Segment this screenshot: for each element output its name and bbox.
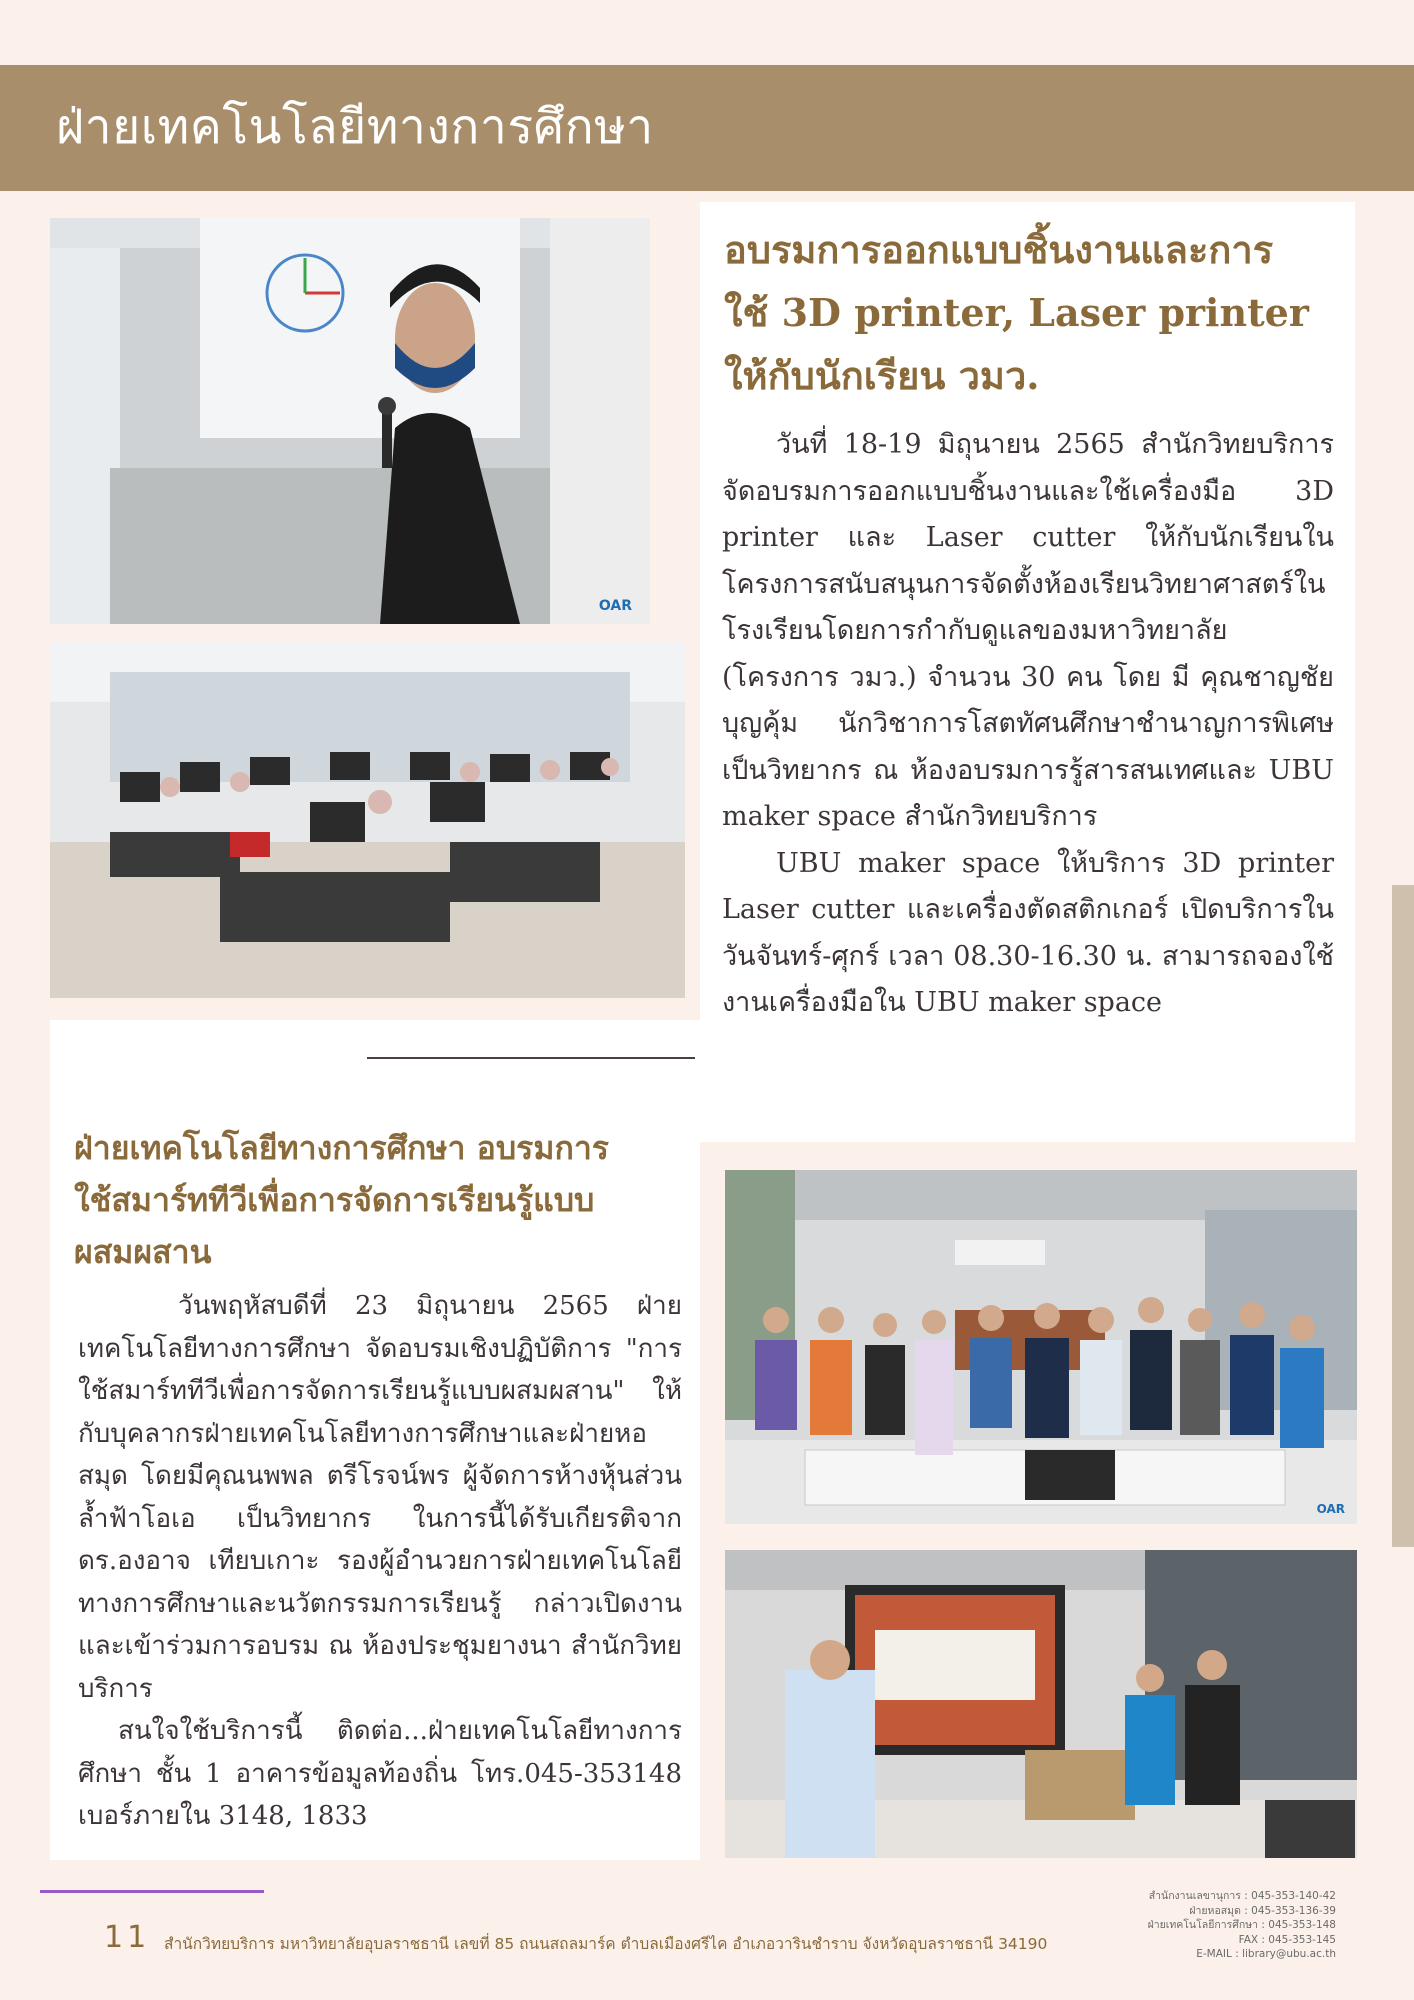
oar-logo-icon: OAR — [1316, 1502, 1345, 1516]
footer-accent-line — [40, 1890, 264, 1893]
photo-group — [725, 1170, 1357, 1524]
contact-line: E-MAIL : library@ubu.ac.th — [1196, 1948, 1336, 1960]
article-3d-printer-headline — [724, 218, 1324, 407]
contact-line: สำนักงานเลขานุการ : 045-353-140-42 — [1148, 1890, 1336, 1902]
article-smart-tv-headline — [74, 1122, 684, 1278]
article-3d-printer-card — [700, 202, 1355, 1142]
article-paragraph: สนใจใช้บริการนี้ ติดต่อ...ฝ่ายเทคโนโลยีทางการศึกษา ชั้น 1 อาคารข้อมูลท้องถิ่น โทร.045-353148 เบอร์ภายใน 3148, 1833 — [78, 1716, 682, 1831]
side-tab-decoration — [1392, 885, 1414, 1547]
photo-smart-tv — [725, 1550, 1357, 1858]
headline-line: อบรมการออกแบบชิ้นงานและการ — [724, 227, 1274, 272]
headline-line: ผสมผสาน — [74, 1233, 212, 1271]
headline-line: ฝ่ายเทคโนโลยีทางการศึกษา อบรมการ — [74, 1129, 609, 1167]
footer-address: สำนักวิทยบริการ มหาวิทยาลัยอุบลราชธานี เลขที่ 85 ถนนสถลมาร์ค ตำบลเมืองศรีไค อำเภอวารินชำราบ จังหวัดอุบลราชธานี 34190 — [164, 1935, 1048, 1953]
divider-line — [367, 1057, 695, 1059]
headline-line: ให้กับนักเรียน วมว. — [724, 353, 1040, 398]
photo-classroom — [50, 642, 685, 998]
contact-line: ฝ่ายหอสมุด : 045-353-136-39 — [1189, 1904, 1336, 1917]
headline-line: ใช้สมาร์ททีวีเพื่อการจัดการเรียนรู้แบบ — [74, 1181, 595, 1219]
oar-logo-icon: OAR — [598, 598, 632, 614]
photo-speaker — [50, 218, 650, 624]
section-header-band — [0, 65, 1414, 191]
article-paragraph: วันพฤหัสบดีที่ 23 มิถุนายน 2565 ฝ่ายเทคโนโลยีทางการศึกษา จัดอบรมเชิงปฏิบัติการ "การใช้สมาร์ททีวีเพื่อการจัดการเรียนรู้แบบผสมผสาน" ให้กับบุคลากรฝ่ายเทคโนโลยีทางการศึกษาและฝ่ายหอสมุด โดยมีคุณนพพล ตรีโรจน์พร ผู้จัดการห้างหุ้นส่วน ล้ำฟ้าโอเอ เป็นวิทยากร ในการนี้ได้รับเกียรติจาก ดร.องอาจ เทียบเกาะ รองผู้อำนวยการฝ่ายเทคโนโลยีทางการศึกษาและนวัตกรรมการเรียนรู้ กล่าวเปิดงานและเข้าร่วมการอบรม ณ ห้องประชุมยางนา สำนักวิทยบริการ — [78, 1291, 682, 1704]
contact-line: ฝ่ายเทคโนโลยีการศึกษา : 045-353-148 — [1147, 1919, 1336, 1931]
article-paragraph: UBU maker space ให้บริการ 3D printer Laser cutter และเครื่องตัดสติกเกอร์ เปิดบริการในวันจันทร์-ศุกร์ เวลา 08.30-16.30 น. สามารถจองใช้งานเครื่องมือใน UBU maker space — [722, 847, 1334, 1018]
headline-line: ใช้ 3D printer, Laser printer — [724, 290, 1309, 335]
article-3d-printer-body — [722, 422, 1334, 1027]
contact-line: FAX : 045-353-145 — [1238, 1933, 1336, 1946]
section-title: ฝ่ายเทคโนโลยีทางการศึกษา — [56, 99, 654, 155]
article-smart-tv-card — [50, 1020, 700, 1860]
article-paragraph: วันที่ 18-19 มิถุนายน 2565 สำนักวิทยบริการ จัดอบรมการออกแบบชิ้นงานและใช้เครื่องมือ 3D printer และ Laser cutter ให้กับนักเรียนในโครงการสนับสนุนการจัดตั้งห้องเรียนวิทยาศาสตร์ในโรงเรียนโดยการกำกับดูแลของมหาวิทยาลัย (โครงการ วมว.) จำนวน 30 คน โดย มี คุณชาญชัย บุญคุ้ม นักวิชาการโสตทัศนศึกษาชำนาญการพิเศษ เป็นวิทยากร ณ ห้องอบรมการรู้สารสนเทศและ UBU maker space สำนักวิทยบริการ — [722, 429, 1334, 832]
page-number: 11 — [104, 1920, 151, 1955]
article-smart-tv-body — [78, 1285, 682, 1838]
footer-contacts — [1120, 1889, 1336, 1962]
